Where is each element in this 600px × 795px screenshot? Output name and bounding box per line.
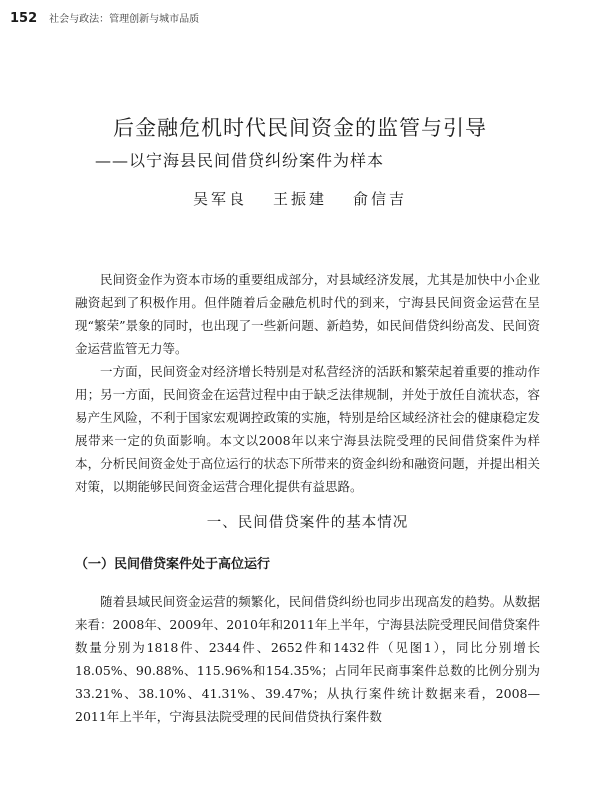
page-number: 152 (10, 11, 38, 26)
article-title: 后金融危机时代民间资金的监管与引导 (113, 116, 487, 140)
author-name: 俞信吉 (353, 190, 408, 208)
author-name: 吴军良 (192, 190, 247, 208)
subsection-heading: （一）民间借贷案件处于高位运行 (75, 557, 271, 572)
body-paragraph: 随着县域民间资金运营的频繁化，民间借贷纠纷也同步出现高发的趋势。从数据来看：2008年、2009年、2010年和2011年上半年，宁海县法院受理民间借贷案件数量分别为1818件、2344件、2652件和1432件（见图1），同比分别增长18.05%、90.88%、115.96%和154.35%；占同年民商事案件总数的比例分别为33.21%、38.10%、41.31%、39.47%；从执行案件统计数据来看，2008—2011年上半年，宁海县法院受理的民间借贷执行案件数 (75, 594, 540, 724)
article-body (75, 268, 540, 728)
running-head: 社会与政法：管理创新与城市品质 (49, 14, 200, 25)
page-header (10, 10, 590, 26)
section-heading: 一、民间借贷案件的基本情况 (206, 515, 409, 531)
author-list (0, 188, 600, 209)
author-name: 王振建 (272, 190, 327, 208)
body-paragraph: 民间资金作为资本市场的重要组成部分，对县域经济发展，尤其是加快中小企业融资起到了积极作用。但伴随着后金融危机时代的到来，宁海县民间资金运营在呈现“繁荣”景象的同时，也出现了一些新问题、新趋势，如民间借贷纠纷高发、民间资金运营监管无力等。 (75, 272, 540, 356)
body-paragraph: 一方面，民间资金对经济增长特别是对私营经济的活跃和繁荣起着重要的推动作用；另一方面，民间资金在运营过程中由于缺乏法律规制，并处于放任自流状态，容易产生风险，不利于国家宏观调控政策的实施，特别是给区域经济社会的健康稳定发展带来一定的负面影响。本文以2008年以来宁海县法院受理的民间借贷案件为样本，分析民间资金处于高位运行的状态下所带来的资金纠纷和融资问题，并提出相关对策，以期能够民间资金运营合理化提供有益思路。 (75, 364, 540, 494)
article-subtitle: ——以宁海县民间借贷纠纷案件为样本 (95, 151, 385, 170)
